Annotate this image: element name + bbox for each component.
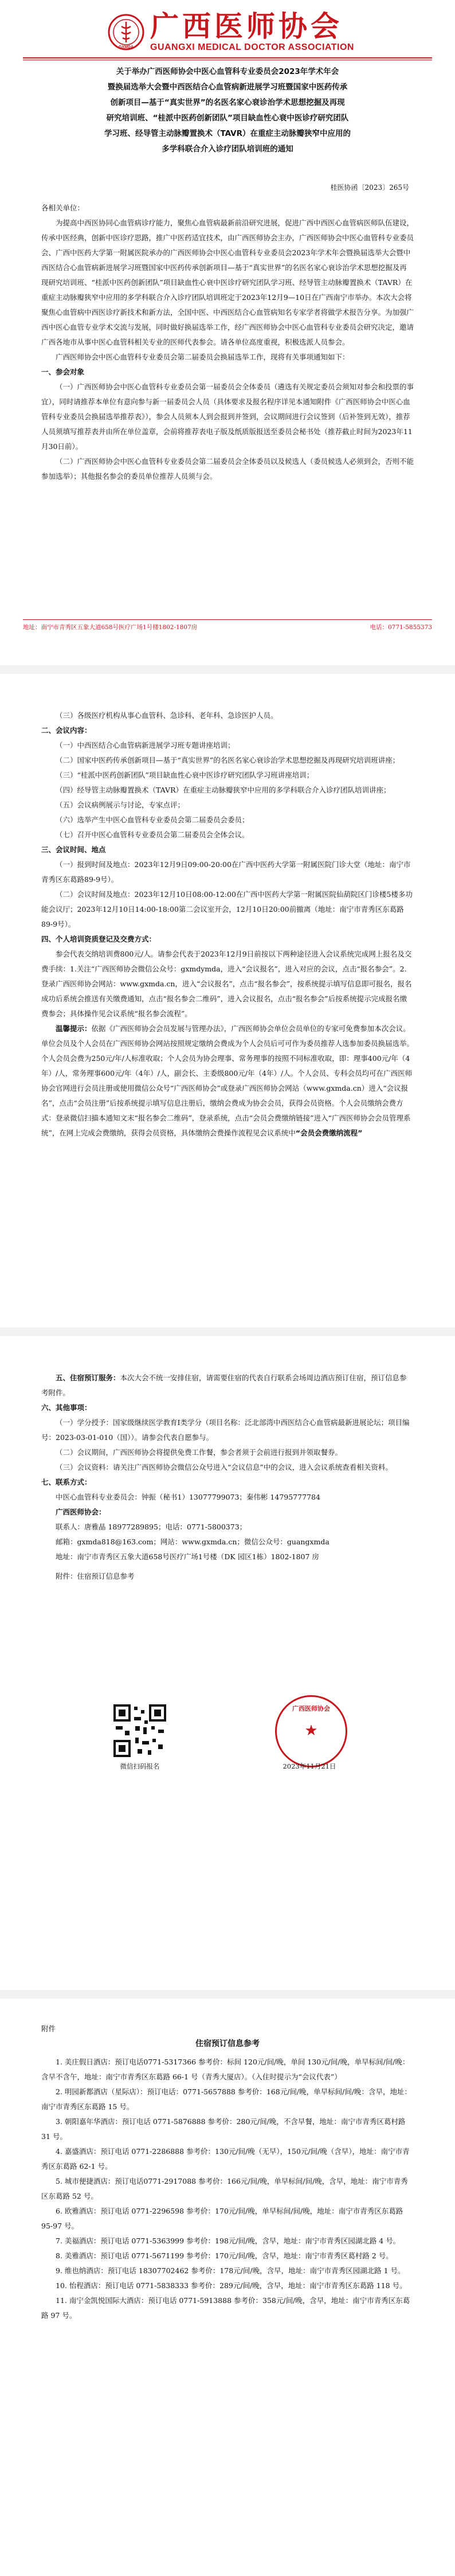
page-2 (0, 674, 455, 1328)
footer-phone: 电话：0771-5855373 (370, 624, 432, 631)
hotel-item: 5. 城市便捷酒店：预订电话0771-2917088 参考价：166元/间/晚，单早标间/间/晚，含早，地址：南宁市青秀区东葛路 52 号。 (41, 2177, 408, 2200)
page-3-body (41, 1371, 414, 1584)
time-place-item: （二）会议时间及地点：2023年12月10日08:00-12:00在广西中医药大学第一附属医院仙葫院区门诊楼5楼多功能会议厅；2023年12月10日14:00-18:00第二会议室开会，12月10日20:00前撤离（地址：南宁市青秀区东葛路89-9号）。 (41, 890, 413, 928)
participants-item: （一）广西医师协会中医心血管科专业委员会第一届委员会全体委员（遴选有关规定委员会须知对参会和投票的事宜），同时请推荐本单位有意向参与新一届委员会人员（具体要求及报名程序详见本通知附件《广西医师协会中医心血管科专业委员会换届选举推荐表》），参会人员须本人到会报到并签到，会议期间进行会议签到（后补签到无效），推荐人员须填写推荐表并由所在单位盖章，会前将推荐表电子版及纸质版报送至委员会秘书处（推荐截止时间为2023年11月30日前）。 (41, 383, 414, 451)
member-tip (41, 1021, 414, 1141)
contact-line: 中医心血管科专业委员会：钟振（秘书1）13077799073；秦伟彬 14795777784 (56, 1493, 320, 1501)
attachment-title: 住宿预订信息参考 (195, 2039, 260, 2048)
section-contact-heading: 七、联系方式： (41, 1478, 92, 1486)
official-seal-stamp (275, 1695, 347, 1767)
other-item: （一）学分授予：国家级继续医学教育Ⅰ类学分（项目名称：泛北部湾中西医结合心血管病最新进展论坛；项目编号：2023-03-01-010（国））。请参会代表自愿参与。 (41, 1418, 410, 1442)
content-item: （四）经导管主动脉瓣置换术（TAVR）在重症主动脉瓣狭窄中应用的多学科联合介入诊疗团队培训讲座； (56, 786, 391, 794)
content-item: （三）“桂派中医药创新团队”项目缺血性心衰中医诊疗研究团队学习班讲座培训； (56, 771, 314, 779)
hotel-item: 6. 欧雅酒店：预订电话 0771-2296598 参考价：170元/间/晚，单早标间/间/晚，地址：南宁市青秀区东葛路 95-97 号。 (41, 2207, 403, 2230)
section-fee-heading: 四、个人培训资质登记及交费方式： (41, 935, 156, 943)
association-logo (108, 14, 144, 50)
lodging-paragraph (41, 1371, 414, 1400)
member-fee-process-link[interactable]: “会员会费缴纳流程” (295, 1129, 363, 1137)
page-4-attachment (0, 1999, 455, 2576)
hotel-item: 1. 美庄假日酒店：预订电话0771-5317366 参考价：标间 120元/间/晚，单间 130元/间/晚，单早标间/间/晚：含早不含午，地址：南宁市青秀区东葛路 66-1 号（青秀大厦店）。（入住时提示为“会议代表”） (41, 2058, 410, 2081)
title-line: 暨换届选举大会暨中西医结合心血管病新进展学习班暨国家中医药传承 (107, 83, 348, 92)
participants-item: （二）广西医师协会中医心血管科专业委员会第二届委员会全体委员以及候选人（委员候选人必须到会，否则不能参加选举）；其他报名参会的委员单位推荐人员须与会。 (41, 457, 414, 481)
org-name-cn: 广西医师协会 (150, 10, 343, 43)
contact-line: 联系人：唐雅晶 18977289895；电话：0771-5800373； (56, 1523, 247, 1531)
title-line: 研究培训班、“桂派中医药创新团队”项目缺血性心衰中医诊疗研究团队 (106, 114, 349, 123)
stamp-text: 广西医师协会 (292, 1705, 330, 1712)
registration-qr-code[interactable] (112, 1703, 167, 1758)
section-content-heading: 二、会议内容： (41, 726, 92, 735)
title-line: 创新项目—基于“真实世界”的名医名家心衰诊治学术思想挖掘及再现 (110, 98, 345, 107)
page-2-body (41, 708, 414, 1141)
lodging-heading: 五、住宿预订服务： (56, 1373, 120, 1382)
page-1 (0, 0, 455, 665)
lodging-text: 本次大会不统一安排住宿，请需要住宿的代表自行联系会场周边酒店预订住宿，预订信息参考附件。 (41, 1373, 407, 1397)
content-item: （二）国家中医药传承创新项目—基于“真实世界”的名医名家心衰诊治学术思想挖掘及再现研究培训班讲座； (56, 756, 400, 764)
stamp-star-icon: ★ (304, 1722, 318, 1739)
participants-item: （三）各级医疗机构从事心血管科、急诊科、老年科、急诊医护人员。 (56, 711, 278, 720)
org-name-en: GUANGXI MEDICAL DOCTOR ASSOCIATION (150, 42, 354, 52)
fee-text: 参会代表交纳培训费800元/人。请参会代表于2023年12月9日前按以下两种途径进入会议系统完成网上报名及交费手续：1.关注“广西医师协会微信公众号：gxmdymda，进入“会议报名”，进入对应的会议，点击“报名参会”。2.登录广西医师协会网站：www.gxmda.cn，进入“会议报名”，点击“报名参会”，按系统提示填写信息即可报名，报名成功后系统会推送有关缴费通知，点击“报名参会二维码”，进入会议报名，点击“报名参会”后按系统提示完成报名缴费参会；具体操作见会议系统“报名参会流程”。 (41, 950, 412, 1018)
contact-line: 地址：南宁市青秀区五象大道658号医疗广场1号楼（DK 园区1栋）1802-1807 房 (56, 1552, 319, 1561)
hotel-item: 9. 维也纳酒店：预订电话 18307702462 参考价：178元/间/晚，含早，地址：南宁市青秀区园湖北路 1 号。 (56, 2266, 405, 2275)
hotel-item: 4. 嘉盛酒店：预订电话 0771-2286888 参考价：130元/间/晚（无早），150元/间/晚（含早），地址：南宁市青秀区东葛路 62-1 号。 (41, 2147, 410, 2171)
intro-paragraph: 广西医师协会中医心血管科专业委员会第二届委员会换届选举工作，现将有关事项通知如下： (56, 353, 350, 361)
time-place-item: （一）报到时间及地点：2023年12月9日09:00-20:00在广西中医药大学第一附属医院门诊大堂（地址：南宁市青秀区东葛路89-9号）。 (41, 860, 411, 884)
page-3 (0, 1336, 455, 1990)
intro-paragraph: 为提高中西医协同心血管病诊疗能力，聚焦心血管病最新前沿研究进展，促进广西中西医心血管病医师队伍建设，传承中医经典，创新中医诊疗思路，推广中医药适宜技术，由广西医师协会主办，广西医师协会中医心血管科专业委员会、广西中医药大学第一附属医院承办的广西医师协会中医心血管科专业委员会2023年学术年会暨换届选举大会暨中西医结合心血管病新进展学习班暨国家中医药传承创新项目—基于“真实世界”的名医名家心衰诊治学术思想挖掘及再现研究培训班、“桂派中医药创新团队”项目缺血性心衰中医诊疗研究团队学习班、经导管主动脉瓣置换术（TAVR）在重症主动脉瓣狭窄中应用的多学科联合介入诊疗团队培训班定于2023年12月9—10日在广西南宁市举办。本次大会将聚焦心血管病中西医诊疗新技术和新方法，全国中医、中西医结合心血管病知名专家学者将做学术报告分享。为加强广西中医心血管专业学术交流与发展，同时做好换届选举工作，经广西医师协会中医心血管科专业委员会研究决定，邀请广西各地市从事中医心血管科相关专业的医师代表参会。请各单位高度重视，积极选派人员参会。 (41, 218, 414, 346)
content-item: （一）中西医结合心血管病新进展学习班专题讲座培训； (56, 741, 235, 750)
footer-address: 地址：南宁市青秀区五象大道658号医疗广场1号楼1802-1807房 (23, 624, 198, 631)
logo-text: GXMDA (118, 45, 134, 49)
attachment-reference: 附件：住宿预订信息参考 (56, 1572, 135, 1580)
header-red-line (23, 57, 432, 58)
hotel-item: 10. 怡程酒店：预订电话 0771-5838333 参考价：289元/间/晚，含早，地址：南宁市青秀区东葛路 118 号。 (56, 2281, 407, 2290)
hotel-item: 11. 南宁金凯悦国际大酒店：预订电话 0771-5913888 参考价：358元/间/晚，含早，地址：南宁市青秀区东葛路 97 号。 (41, 2296, 410, 2320)
notice-title (34, 64, 421, 157)
hotel-item: 3. 朝阳嘉年华酒店：预订电话 0771-5876888 参考价：280元/间/晚，不含早餐，地址：南宁市青秀区葛村路 31 号。 (41, 2117, 406, 2141)
content-item: （六）选举产生中医心血管科专业委员会第二届委员会委员； (56, 815, 249, 824)
issue-date: 2023年11月21日 (283, 1762, 336, 1770)
qr-caption: 微信扫码报名 (120, 1762, 160, 1770)
other-item: （二）会议期间，广西医师协会将提供免费工作餐，参会者须于会前进行报到并领取餐券。 (56, 1448, 343, 1457)
section-other-heading: 六、其他事项： (41, 1403, 92, 1412)
contact-line: 邮箱：gxmda818@163.com；网站：www.gxmda.cn；微信公众号：guangxmda (56, 1537, 330, 1546)
title-line: 关于举办广西医师协会中医心血管科专业委员会2023年学术年会 (116, 67, 339, 76)
contact-line: 广西医师协会： (56, 1508, 106, 1516)
section-time-place-heading: 三、会议时间、地点 (41, 845, 106, 854)
member-tip-label: 温馨提示： (56, 1024, 92, 1033)
title-line: 学习班、经导管主动脉瓣置换术（TAVR）在重症主动脉瓣狭窄中应用的 (104, 129, 351, 138)
content-item: （五）会议病例展示与讨论，专家点评； (56, 801, 185, 809)
attachment-body (41, 2021, 414, 2323)
hotel-item: 7. 美福酒店：预订电话 0771-5363999 参考价：198元/间/晚，含早，地址：南宁市青秀区园湖北路 4 号。 (56, 2237, 401, 2245)
section-participants-heading: 一、参会对象 (41, 368, 85, 376)
footer-red-line (23, 619, 432, 620)
page-footer (23, 623, 432, 631)
document-number: 桂医协函〔2023〕265号 (330, 184, 409, 192)
title-line: 多学科联合介入诊疗团队培训班的通知 (162, 145, 293, 154)
hotel-item: 2. 明园新都酒店（星际店）：预订电话：0771-5657888 参考价：168元/间/晚，单早标间/间/晚：含早，地址：南宁市青秀区东葛路 15 号。 (41, 2087, 412, 2111)
other-item: （三）会议资料：请关注广西医师协会微信公众号进入“会议信息”中的会议，进入会议系统查看相关资料。 (56, 1463, 393, 1472)
member-tip-text: 依据《广西医师协会会员发展与管理办法》，广西医师协会单位会员单位的专家可免费参加本次会议。单位会员及个人会员在广西医师协会网站按照规定缴纳会费成为个人会员后可可作为委员推荐人选参加委员换届选举。个人会员会费为250元/年/人标准收取；个人会员为协会理事、常务理事的按照不同标准收取，即：理事400元/年（4年）/人，常务理事600元/年（4年）/人，副会长、主委级800元/年（4年）/人。个人会员、专科会员均可在广西医师协会官网进行会员注册或使用微信公众号“广西医师协会”或登录广西医师协会网站（www.gxmda.cn）进入“会议报名”，点击“会员注册”后按系统提示填写信息注册后，缴纳会费成为协会会员，获得会员资格。个人会员缴纳会费方式：登录微信扫描本通知文末“报名参会二维码”，登录系统，点击“会员会费缴纳链接”进入“广西医师协会会员管理系统”，在网上完成会费缴纳，获得会员资格，具体缴纳会费操作流程见会议系统中 (41, 1024, 414, 1137)
content-item: （七）召开中医心血管科专业委员会第二届委员会全体会议。 (56, 830, 249, 839)
hotel-item: 8. 美雅酒店：预订电话 0771-5671199 参考价：170元/间/晚，含早，地址：南宁市青秀区葛村路 2 号。 (56, 2251, 393, 2260)
attachment-label: 附件 (41, 2024, 56, 2033)
greeting: 各相关单位： (41, 204, 85, 212)
page-1-body (41, 201, 414, 484)
